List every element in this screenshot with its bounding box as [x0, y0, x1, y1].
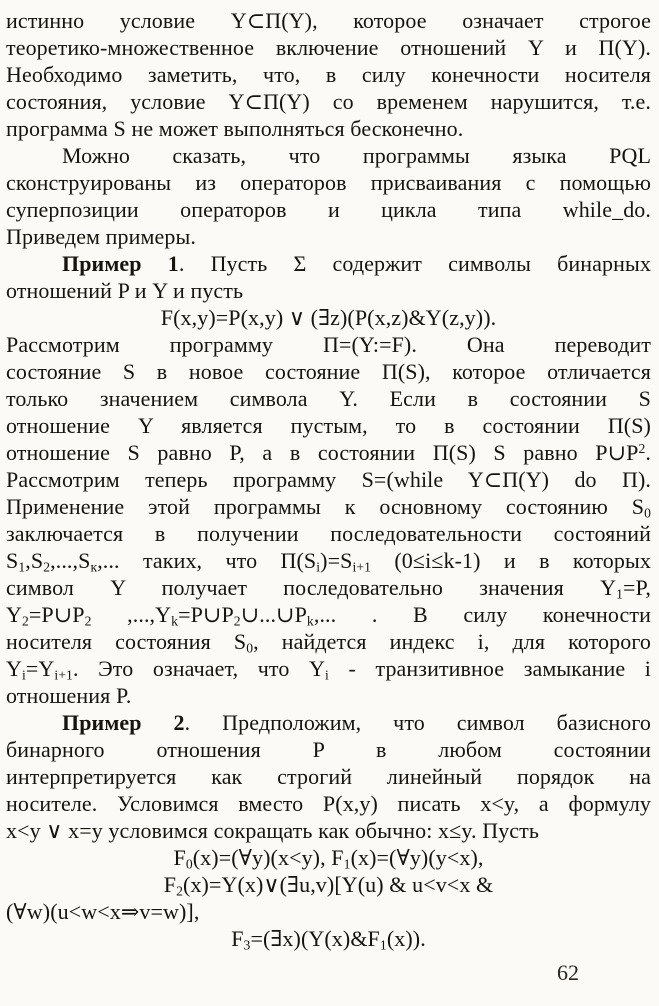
formula-line: F(x,y)=P(x,y) ∨ (∃z)(P(x,z)&Y(z,y)). — [160, 305, 497, 330]
text-line: Рассмотрим программу П=(Y:=F). Она переводит — [6, 332, 651, 357]
example-1-heading-line: Пример 1. Пусть Σ содержит символы бинарных — [62, 251, 651, 276]
text-line: отношений P и Y и пусть — [6, 278, 244, 303]
text-line: истинно условие Y⊂П(Y), которое означает строгое — [6, 8, 651, 33]
text-line: программа S не может выполняться бесконечно. — [6, 116, 464, 141]
text-line: отношение Y является пустым, то в состоянии П(S) — [6, 413, 651, 438]
text-line: Необходимо заметить, что, в силу конечности носителя — [6, 62, 651, 87]
text-line: носителе. Условимся вместо P(x,y) писать x<y, а формулу — [6, 791, 651, 816]
text-line: Приведем примеры. — [6, 224, 196, 249]
text-line: $S_1,S_2,...,S_к$,... таких, что $П(S_i)=S_{i+1}$ (0≤i≤k-1) и в которых — [6, 548, 651, 574]
text-line: символ Y получает последовательно значения $Y_1=P$, — [6, 575, 651, 601]
text-line: заключается в получении последовательности состояний — [6, 521, 651, 546]
formula-line: $F_3=(\exists x)(Y(x)\&F_1(x))$. — [231, 926, 426, 952]
text-line: состояние S в новое состояние П(S), которое отличается — [6, 359, 651, 384]
text-line: x<y ∨ x=y условимся сокращать как обычно: x≤y. Пусть — [6, 818, 540, 843]
text-line: отношения P. — [6, 683, 132, 708]
text-line: $Y_i=Y_{i+1}$. Это означает, что $Y_i$ - транзитивное замыкание i — [6, 656, 651, 682]
text-line: сконструированы из операторов присваивания с помощью — [6, 170, 651, 195]
text-line: отношение S равно P, а в состоянии П(S) S равно $P\cup P^2$. — [6, 440, 651, 465]
text-line: бинарного отношения P в любом состоянии — [6, 737, 651, 762]
text-line: интерпретируется как строгий линейный порядок на — [6, 764, 651, 789]
text-line: носителя состояния $S_0$, найдется индекс i, для которого — [6, 629, 651, 655]
text-line: $Y_2=P\cup P_2$ $,...,Y_k=P\cup P_2\cup...\cup P_k$,... . В силу конечности — [6, 602, 651, 628]
text-line: Можно сказать, что программы языка PQL — [62, 143, 651, 168]
text-line: только значением символа Y. Если в состоянии S — [6, 386, 651, 411]
text-line: суперпозиции операторов и цикла типа while_do. — [6, 197, 651, 222]
text-line: теоретико-множественное включение отношений Y и П(Y). — [6, 35, 651, 60]
formula-line: $F_0(x)=(\forall y)(x<y)$, $F_1(x)=(\forall y)(y<x)$, — [173, 845, 484, 871]
formula-line: (∀w)(u<w<x⇒v=w)], — [6, 899, 200, 924]
formula-line: $F_2(x)=Y(x)\vee(\exists u,v)[Y(u)$ & u<v<x & — [163, 872, 494, 898]
text-line: Применение этой программы к основному состоянию $S_0$ — [6, 494, 651, 520]
page-number: 62 — [557, 960, 579, 985]
example-2-heading-line: Пример 2. Предположим, что символ базисного — [62, 710, 651, 735]
text-line: состояния, условие Y⊂П(Y) со временем нарушится, т.е. — [6, 89, 651, 114]
text-line: Рассмотрим теперь программу S=(while Y⊂П(Y) do П). — [6, 467, 651, 492]
